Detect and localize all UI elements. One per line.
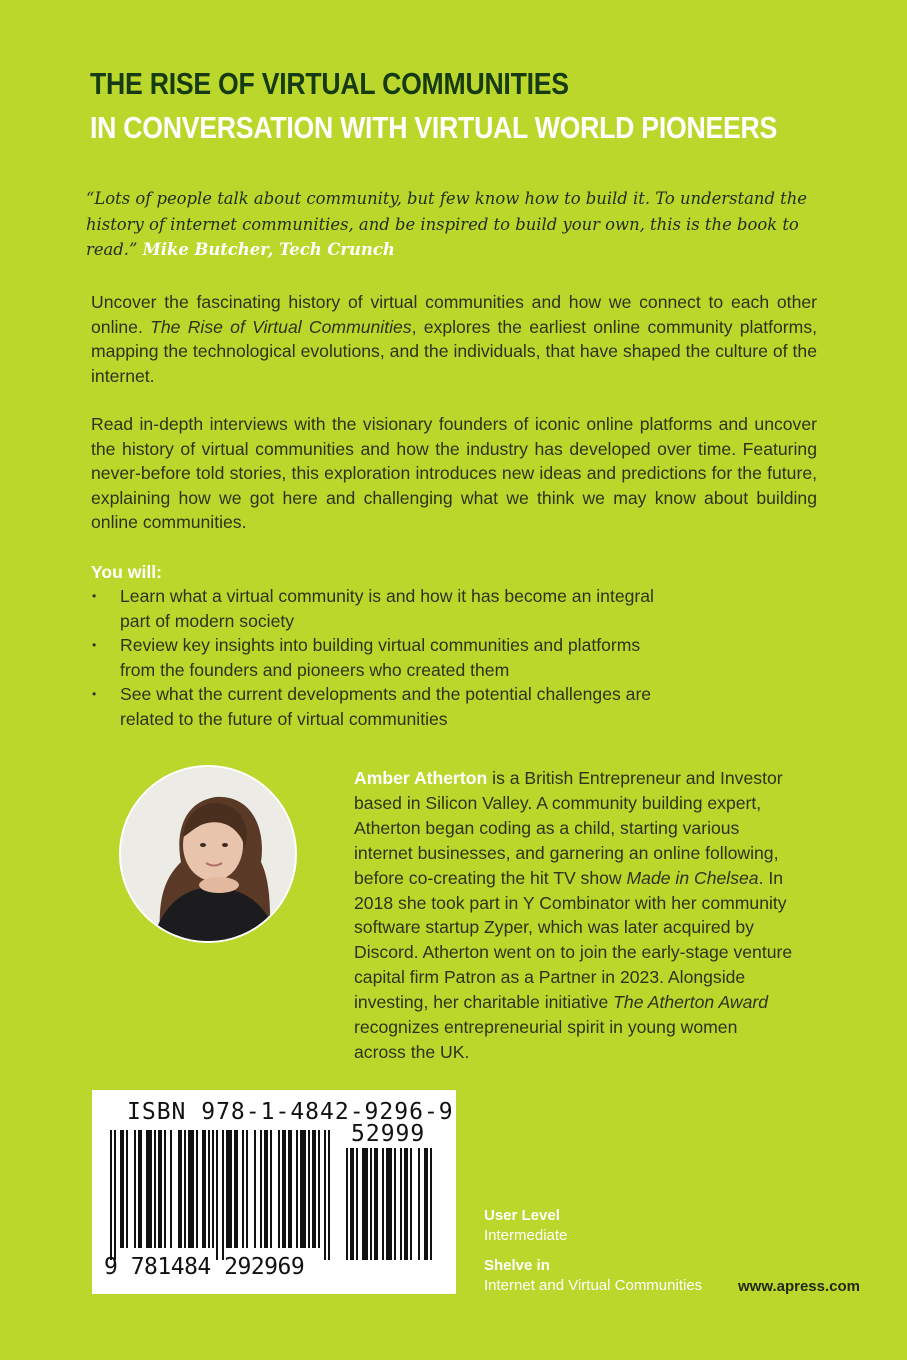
user-level-block — [484, 1206, 567, 1246]
bio-part-1: is a British Entrepreneur and Investor based in Silicon Valley. A community building expert, Atherton began coding as a child, starting various internet businesses, and garnering an online following, before co-creating the hit TV show — [354, 768, 783, 888]
author-name: Amber Atherton — [354, 768, 488, 788]
barcode-bar — [170, 1130, 172, 1248]
barcode-bar — [288, 1130, 292, 1248]
barcode-bar — [278, 1130, 280, 1248]
user-level-value: Intermediate — [484, 1227, 568, 1244]
barcode-bar — [254, 1130, 256, 1248]
quote-text: “Lots of people talk about community, but few know how to build it. To understand the history of internet communities, and be inspired to build your own, this is the book to read.” — [86, 189, 808, 259]
barcode-bar — [282, 1130, 286, 1248]
publisher-website: www.apress.com — [738, 1278, 860, 1295]
barcode-bar — [312, 1130, 316, 1248]
list-item-text: Review key insights into building virtual communities and platforms from the founders and pioneers who created them — [120, 635, 641, 680]
barcode-bar — [386, 1148, 392, 1260]
barcode-bar — [324, 1130, 326, 1260]
ean-barcode-icon — [110, 1130, 342, 1260]
title-line-1: THE RISE OF VIRTUAL COMMUNITIES — [90, 66, 569, 101]
barcode-bar — [226, 1130, 232, 1248]
price-code: 52999 — [351, 1121, 426, 1147]
barcode-bar — [264, 1130, 268, 1248]
isbn-label: ISBN 978-1-4842-9296-9 — [127, 1099, 454, 1125]
barcode-bar — [158, 1130, 162, 1248]
barcode-bar — [400, 1148, 402, 1260]
list-item — [91, 633, 691, 682]
barcode-bar — [178, 1130, 182, 1248]
intro-book-title: The Rise of Virtual Communities — [150, 316, 412, 337]
title-line-2: IN CONVERSATION WITH VIRTUAL WORLD PIONEERS — [90, 110, 778, 145]
bullet-icon: • — [92, 687, 97, 702]
barcode-bar — [260, 1130, 262, 1248]
intro-p1-pre: Uncover the fascinating history of virtual communities and how we connect to each other online. — [91, 292, 817, 337]
barcode-bar — [410, 1148, 412, 1260]
barcode-bar — [370, 1148, 372, 1260]
barcode-bar — [134, 1130, 136, 1248]
barcode-bar — [300, 1130, 306, 1248]
barcode-bar — [222, 1130, 224, 1260]
barcode-bar — [374, 1148, 378, 1260]
barcode-bar — [328, 1130, 330, 1260]
barcode-bar — [188, 1130, 194, 1248]
barcode-bar — [424, 1148, 428, 1260]
barcode-bar — [394, 1148, 396, 1260]
user-level-label: User Level — [484, 1207, 560, 1224]
barcode-digits: 9 781484 292969 — [104, 1254, 305, 1280]
shelve-block — [484, 1256, 702, 1296]
barcode-bar — [184, 1130, 186, 1248]
barcode-bar — [270, 1130, 272, 1248]
barcode-bar — [430, 1148, 432, 1260]
barcode-bar — [318, 1130, 320, 1248]
barcode-bar — [242, 1130, 244, 1248]
barcode-bar — [296, 1130, 298, 1248]
barcode-bar — [196, 1130, 198, 1248]
bio-award-title: The Atherton Award — [613, 992, 769, 1013]
barcode-bar — [110, 1130, 112, 1260]
bio-show-title: Made in Chelsea — [626, 867, 759, 888]
barcode-bar — [114, 1130, 116, 1260]
shelve-label: Shelve in — [484, 1257, 550, 1274]
author-bio — [354, 766, 794, 1065]
you-will-heading: You will: — [91, 562, 163, 582]
list-item — [91, 584, 691, 633]
quote-attribution: Mike Butcher, Tech Crunch — [142, 240, 395, 259]
price-addon-barcode-icon — [346, 1148, 446, 1260]
barcode-bar — [346, 1148, 348, 1260]
barcode-panel — [92, 1090, 456, 1294]
bullet-icon: • — [92, 589, 97, 603]
list-item — [91, 682, 691, 731]
author-portrait-icon — [121, 767, 297, 943]
barcode-bar — [418, 1148, 420, 1260]
list-item-text: See what the current developments and the potential challenges are related to the future of virtual communities — [120, 684, 652, 729]
intro-paragraph-2: Read in-depth interviews with the visionary founders of iconic online platforms and uncover the history of virtual communities and how the industry has developed over time. Featuring never-before told stories, this exploration introduces new ideas and predictions for the future, explaining how we got here and challenging what we think we may know about building online communities. — [91, 414, 817, 533]
book-title — [90, 62, 777, 150]
barcode-bar — [212, 1130, 214, 1248]
barcode-bar — [146, 1130, 152, 1248]
barcode-bar — [120, 1130, 124, 1248]
bullet-icon: • — [92, 638, 97, 653]
barcode-bar — [234, 1130, 238, 1248]
barcode-bar — [138, 1130, 142, 1248]
intro-paragraph-1 — [91, 290, 817, 388]
intro-p1-post: , explores the earliest online community platforms, mapping the technological evolutions, and the individuals, that have shaped the culture of the internet. — [91, 316, 818, 386]
you-will-list — [91, 584, 691, 732]
barcode-bar — [404, 1148, 408, 1260]
barcode-bar — [208, 1130, 210, 1248]
shelve-value: Internet and Virtual Communities — [484, 1277, 703, 1294]
barcode-bar — [246, 1130, 248, 1248]
barcode-bar — [382, 1148, 384, 1260]
barcode-bar — [216, 1130, 218, 1260]
barcode-bar — [154, 1130, 156, 1248]
barcode-bar — [308, 1130, 310, 1248]
author-photo — [119, 765, 297, 943]
barcode-bar — [202, 1130, 206, 1248]
bio-part-3: recognizes entrepreneurial spirit in young women across the UK. — [354, 1017, 738, 1062]
bio-part-2: . In 2018 she took part in Y Combinator with her community software startup Zyper, which was later acquired by Discord. Atherton went on to join the early-stage venture capital firm Patron as a Partner in 2023. Alongside investing, her charitable initiative — [354, 867, 793, 1013]
endorsement-quote — [86, 186, 821, 263]
barcode-bar — [362, 1148, 368, 1260]
barcode-bar — [126, 1130, 128, 1248]
list-item-text: Learn what a virtual community is and how it has become an integral part of modern society — [120, 586, 654, 631]
barcode-bar — [356, 1148, 358, 1260]
barcode-bar — [164, 1130, 166, 1248]
barcode-bar — [350, 1148, 354, 1260]
